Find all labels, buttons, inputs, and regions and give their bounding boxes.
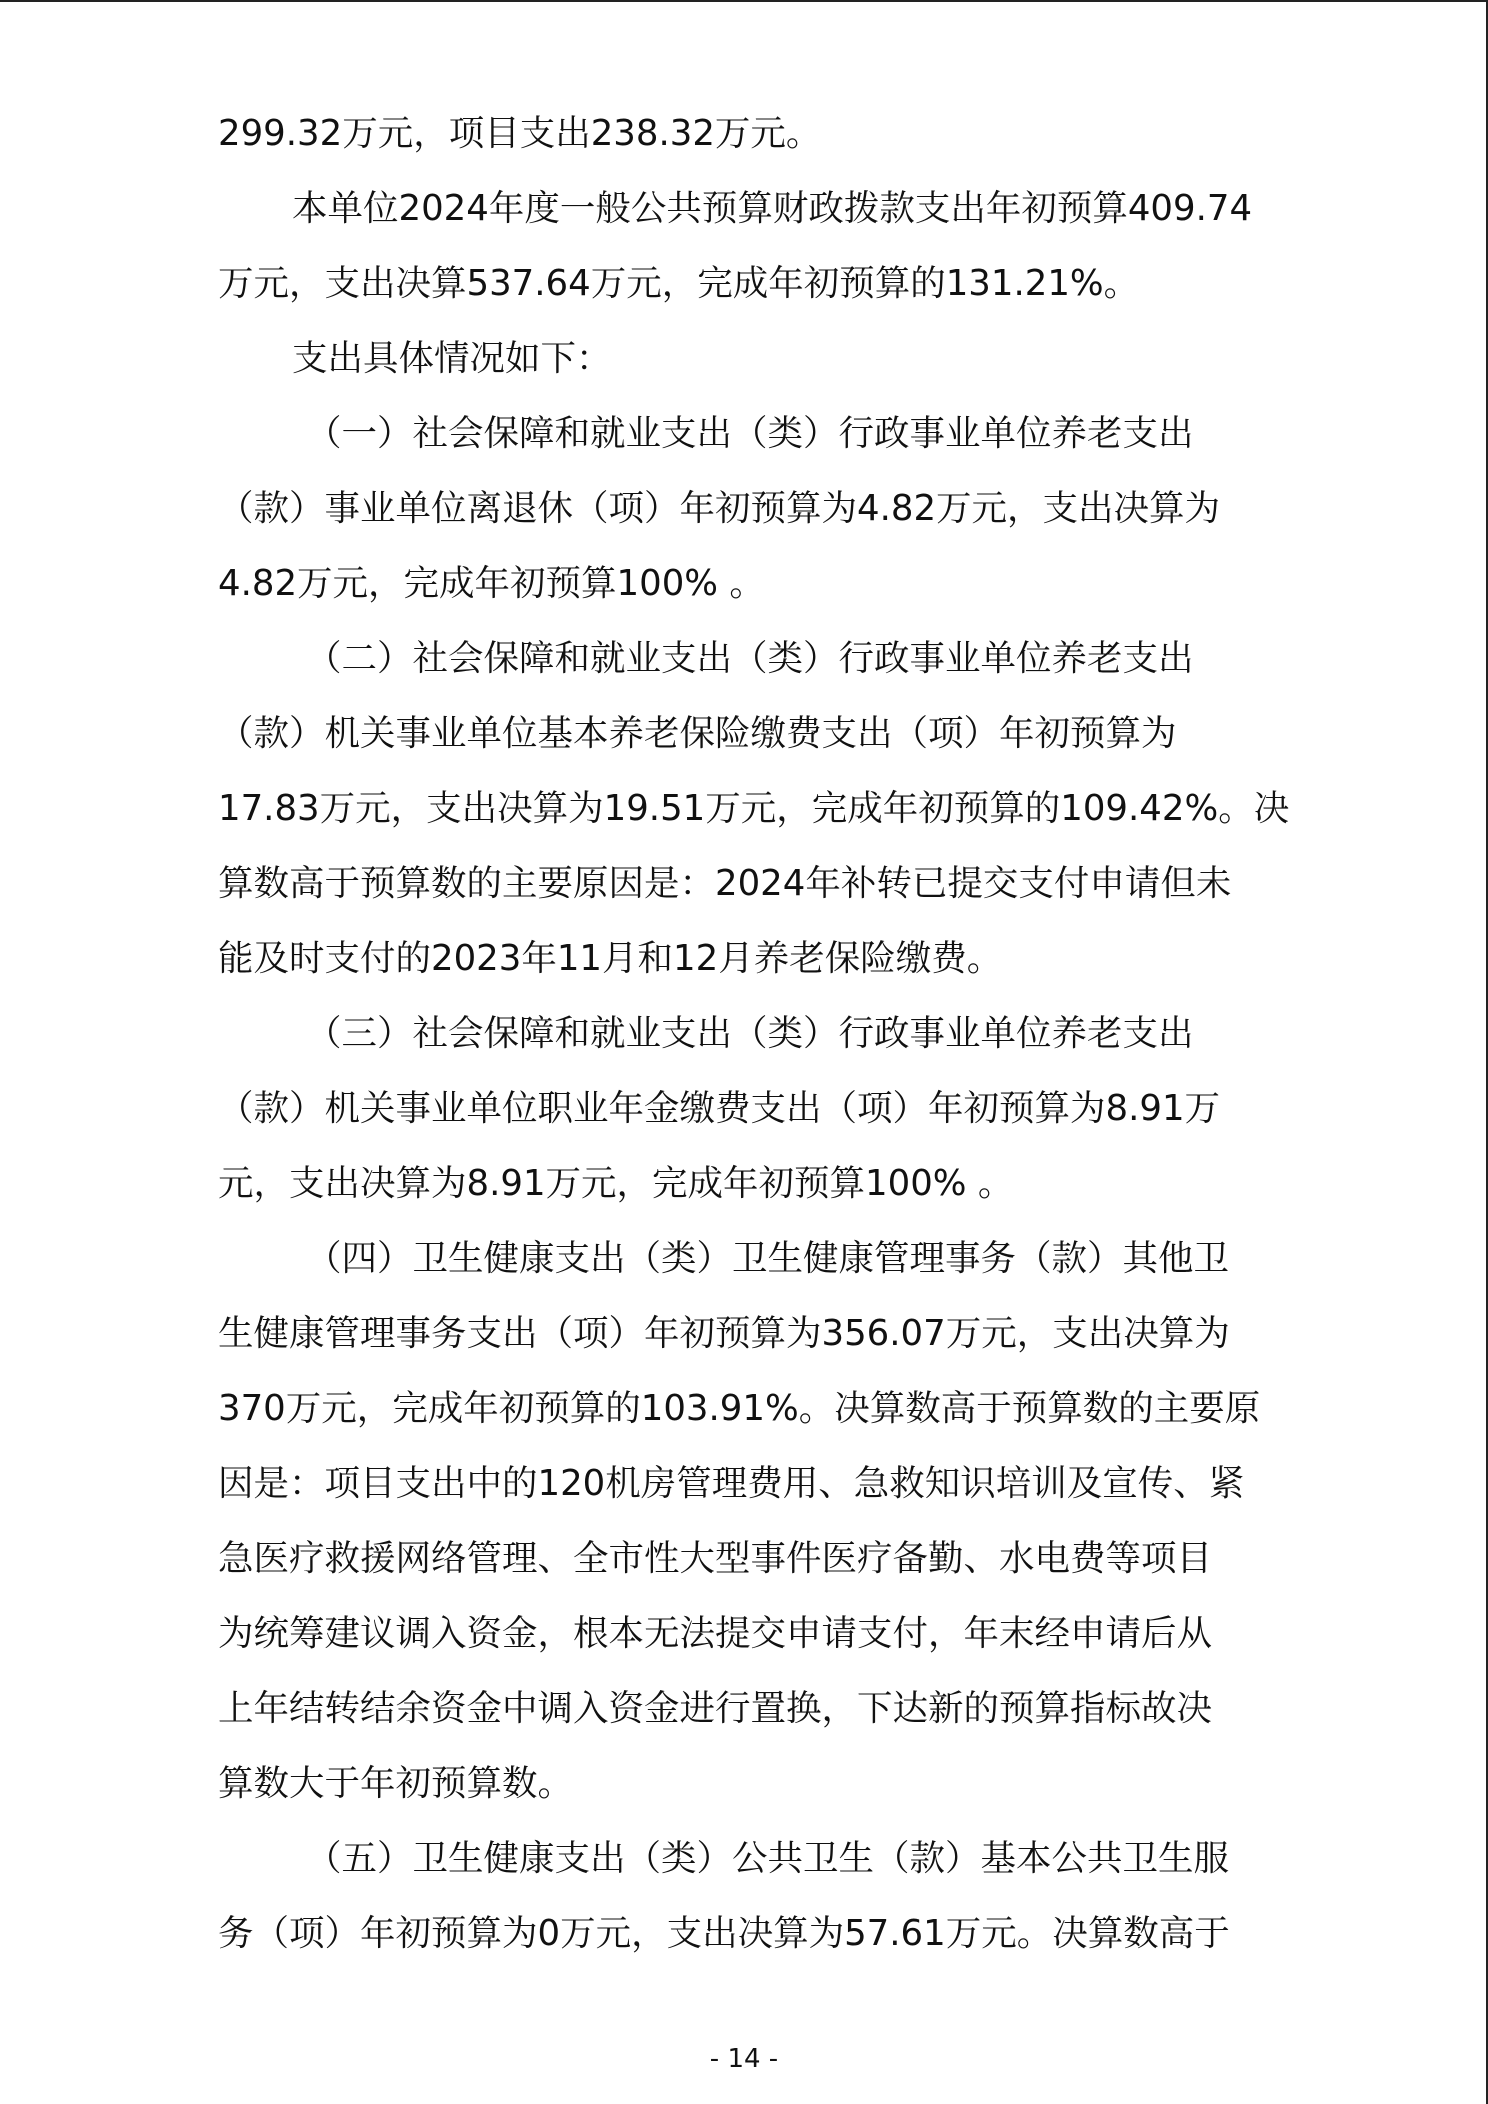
text-line: 4.82万元，完成年初预算100% 。	[218, 563, 765, 604]
text-line: 算数高于预算数的主要原因是：2024年补转已提交支付申请但未	[218, 863, 1232, 904]
text-line: 因是：项目支出中的120机房管理费用、急救知识培训及宣传、紧	[218, 1463, 1245, 1504]
text-line: （款）机关事业单位职业年金缴费支出（项）年初预算为8.91万	[218, 1088, 1221, 1129]
text-line: 本单位2024年度一般公共预算财政拨款支出年初预算409.74	[292, 188, 1253, 229]
page-number: - 14 -	[709, 2044, 779, 2074]
text-line: （款）机关事业单位基本养老保险缴费支出（项）年初预算为	[218, 713, 1177, 754]
text-line: 算数大于年初预算数。	[218, 1763, 574, 1804]
text-line: 支出具体情况如下：	[292, 338, 612, 379]
section-heading-3: （三）社会保障和就业支出（类）行政事业单位养老支出	[306, 1013, 1194, 1054]
text-line: （款）事业单位离退休（项）年初预算为4.82万元，支出决算为	[218, 488, 1221, 529]
section-heading-4: （四）卫生健康支出（类）卫生健康管理事务（款）其他卫	[306, 1238, 1230, 1279]
section-heading-5: （五）卫生健康支出（类）公共卫生（款）基本公共卫生服	[306, 1838, 1230, 1879]
text-line: 急医疗救援网络管理、全市性大型事件医疗备勤、水电费等项目	[218, 1538, 1213, 1579]
text-line: 元，支出决算为8.91万元，完成年初预算100% 。	[218, 1163, 1014, 1204]
text-line: 务（项）年初预算为0万元，支出决算为57.61万元。决算数高于	[218, 1913, 1230, 1954]
text-line: 17.83万元，支出决算为19.51万元，完成年初预算的109.42%。决	[218, 788, 1290, 829]
text-line: 万元，支出决算537.64万元，完成年初预算的131.21%。	[218, 263, 1140, 304]
page-top-border	[0, 0, 1488, 2]
text-line: 370万元，完成年初预算的103.91%。决算数高于预算数的主要原	[218, 1388, 1261, 1429]
section-heading-1: （一）社会保障和就业支出（类）行政事业单位养老支出	[306, 413, 1194, 454]
text-line: 为统筹建议调入资金，根本无法提交申请支付，年末经申请后从	[218, 1613, 1213, 1654]
text-line: 上年结转结余资金中调入资金进行置换，下达新的预算指标故决	[218, 1688, 1213, 1729]
document-body	[218, 96, 1290, 1971]
text-line: 生健康管理事务支出（项）年初预算为356.07万元，支出决算为	[218, 1313, 1230, 1354]
text-line: 能及时支付的2023年11月和12月养老保险缴费。	[218, 938, 1003, 979]
section-heading-2: （二）社会保障和就业支出（类）行政事业单位养老支出	[306, 638, 1194, 679]
text-line: 299.32万元，项目支出238.32万元。	[218, 113, 822, 154]
